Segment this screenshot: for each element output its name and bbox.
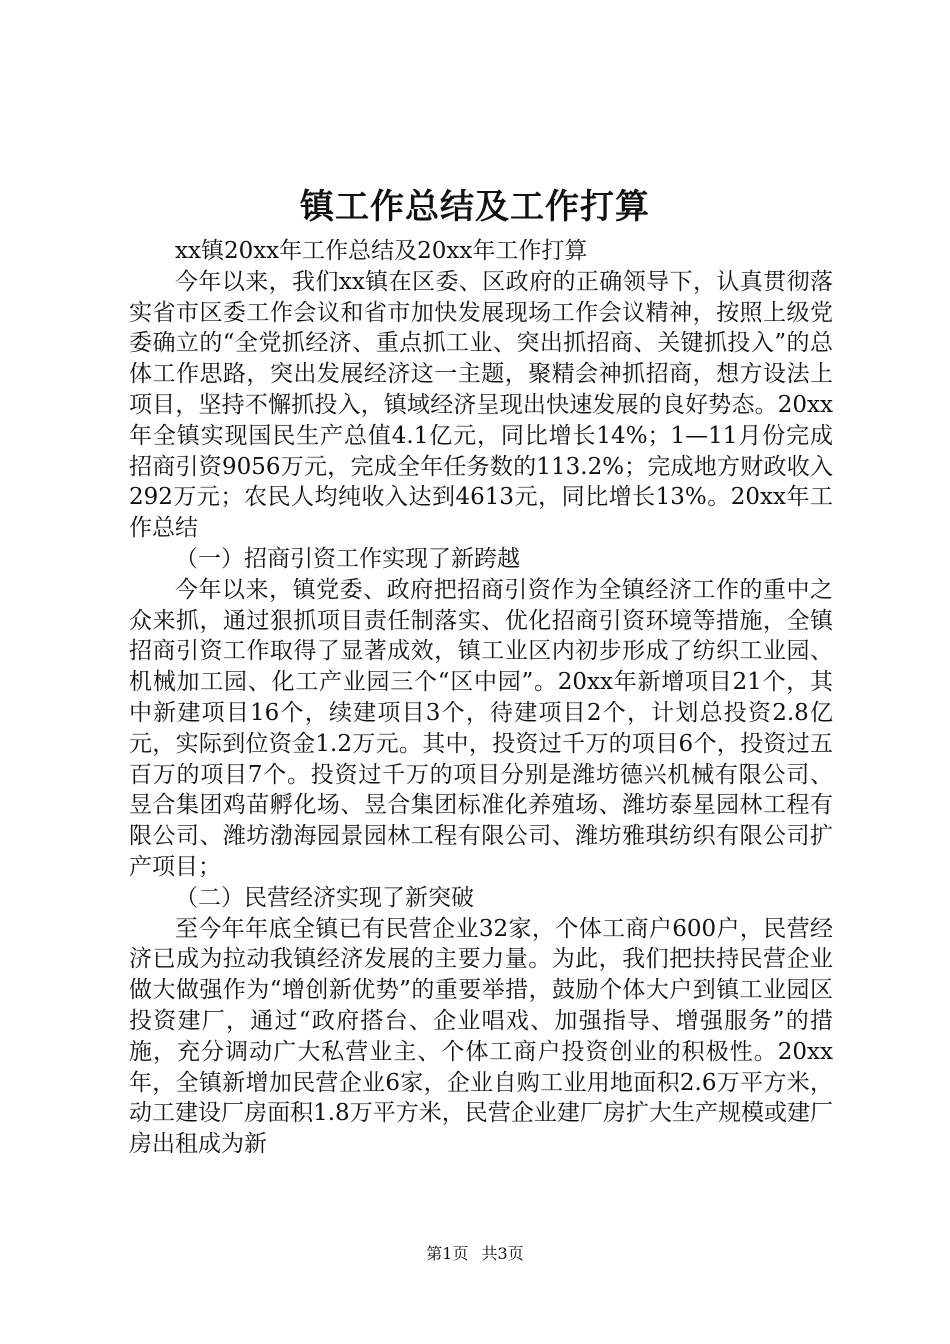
subtitle-paragraph: xx镇20xx年工作总结及20xx年工作打算 [175,238,588,264]
page-total: 共3页 [481,1244,524,1263]
document-title: 镇工作总结及工作打算 [300,187,650,227]
section-heading-private-economy: （二）民营经济实现了新突破 [175,884,474,911]
investment-paragraph: 今年以来，镇党委、政府把招商引资作为全镇经济工作的重中之众来抓，通过狠抓项目责任制落实、优化招商引资环境等措施，全镇招商引资工作取得了显著成效，镇工业区内初步形成了纺织工业园、机械加工园、化工产业园三个“区中园”。20xx年新增项目21个，其中新建项目16个，续建项目3个，待建项目2个，计划总投资2.8亿元，实际到位资金1.2万元。其中，投资过千万的项目6个，投资过五百万的项目7个。投资过千万的项目分别是潍坊德兴机械有限公司、昱合集团鸡苗孵化场、昱合集团标准化养殖场、潍坊泰星园林工程有限公司、潍坊渤海园景园林工程有限公司、潍坊雅琪纺织有限公司扩产项目； [129,576,833,880]
private-economy-paragraph: 至今年年底全镇已有民营企业32家，个体工商户600户，民营经济已成为拉动我镇经济发展的主要力量。为此，我们把扶持民营企业做大做强作为“增创新优势”的重要举措，鼓励个体大户到镇工业园区投资建厂，通过“政府搭台、企业唱戏、加强指导、增强服务”的措施，充分调动广大私营业主、个体工商户投资创业的积极性。20xx年，全镇新增加民营企业6家，企业自购工业用地面积2.6万平方米，动工建设厂房面积1.8万平方米，民营企业建厂房扩大生产规模或建厂房出租成为新 [129,915,833,1158]
intro-paragraph: 今年以来，我们xx镇在区委、区政府的正确领导下，认真贯彻落实省市区委工作会议和省市加快发展现场工作会议精神，按照上级党委确立的“全党抓经济、重点抓工业、突出抓招商、关键抓投入”的总体工作思路，突出发展经济这一主题，聚精会神抓招商，想方设法上项目，坚持不懈抓投入，镇域经济呈现出快速发展的良好势态。20xx年全镇实现国民生产总值4.1亿元，同比增长14%；1—11月份完成招商引资9056万元，完成全年任务数的113.2%；完成地方财政收入292万元；农民人均纯收入达到4613元，同比增长13%。20xx年工作总结 [129,268,833,542]
page-number: 第1页 [426,1244,469,1263]
document-body [129,236,833,1160]
page-footer [0,1243,950,1265]
section-heading-investment: （一）招商引资工作实现了新跨越 [175,545,520,572]
